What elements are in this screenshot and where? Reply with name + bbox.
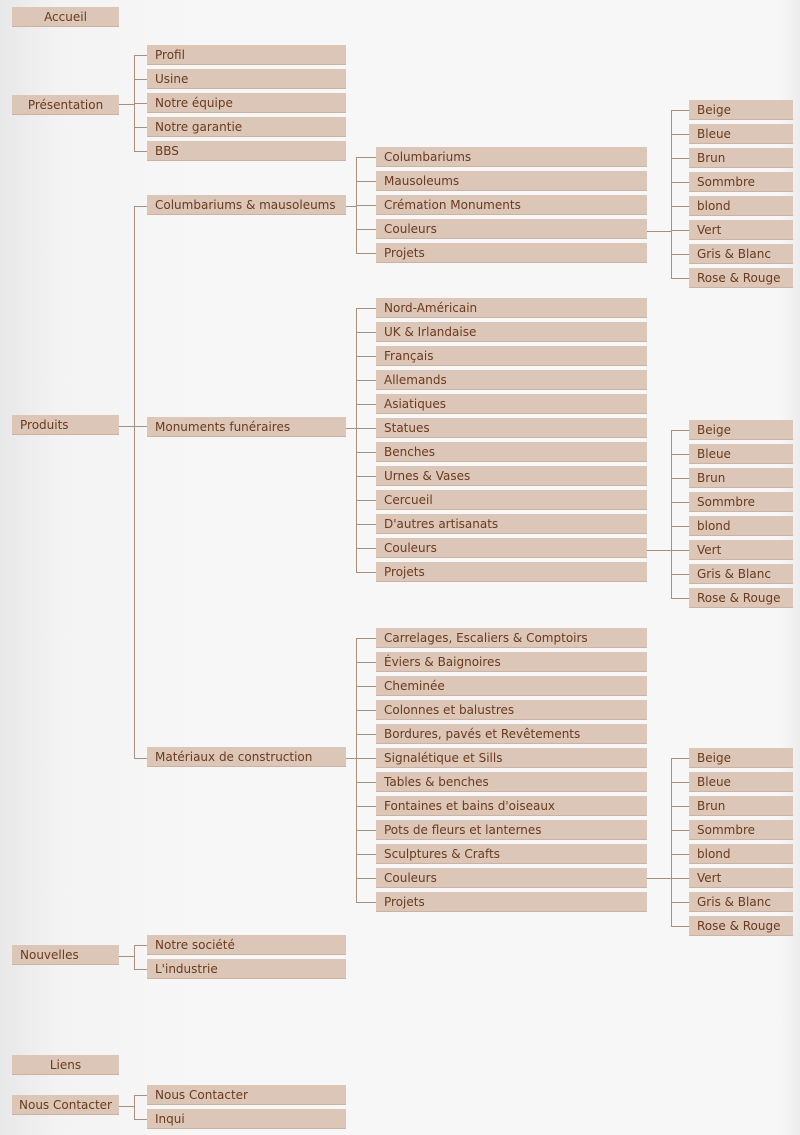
menu-cheminee[interactable]: Cheminée [376, 676, 647, 696]
connector [134, 1095, 135, 1119]
menu-color-gris-blanc[interactable]: Gris & Blanc [689, 244, 793, 264]
menu-color-beige[interactable]: Beige [689, 100, 793, 120]
connector [346, 206, 356, 207]
connector [671, 806, 689, 807]
connector [356, 806, 376, 807]
connector [671, 158, 689, 159]
connector [134, 969, 147, 970]
menu-notre-societe[interactable]: Notre société [147, 935, 346, 955]
connector [346, 428, 376, 429]
menu-signaletique-sills[interactable]: Signalétique et Sills [376, 748, 647, 768]
connector [119, 956, 134, 957]
menu-produits[interactable]: Produits [12, 415, 119, 435]
menu-profil[interactable]: Profil [147, 45, 346, 65]
connector [356, 500, 376, 501]
menu-color-beige[interactable]: Beige [689, 420, 793, 440]
menu-pots-lanternes[interactable]: Pots de fleurs et lanternes [376, 820, 647, 840]
menu-fontaines[interactable]: Fontaines et bains d'oiseaux [376, 796, 647, 816]
menu-color-gris-blanc[interactable]: Gris & Blanc [689, 892, 793, 912]
connector [356, 638, 376, 639]
connector [671, 110, 689, 111]
connector [356, 548, 376, 549]
menu-color-vert[interactable]: Vert [689, 868, 793, 888]
connector [647, 231, 671, 232]
connector [356, 229, 376, 230]
connector [356, 524, 376, 525]
connector [134, 55, 147, 56]
connector [356, 734, 376, 735]
connector [356, 476, 376, 477]
connector [119, 104, 134, 105]
menu-notre-garantie[interactable]: Notre garantie [147, 117, 346, 137]
menu-inqui[interactable]: Inqui [147, 1109, 346, 1129]
connector [346, 758, 376, 759]
menu-monuments-funeraires[interactable]: Monuments funéraires [147, 417, 346, 437]
connector [671, 182, 689, 183]
connector [671, 830, 689, 831]
connector [356, 662, 376, 663]
menu-allemands[interactable]: Allemands [376, 370, 647, 390]
menu-liens[interactable]: Liens [12, 1055, 119, 1075]
menu-couleurs[interactable]: Couleurs [376, 868, 647, 888]
connector [134, 1119, 147, 1120]
connector [134, 103, 147, 104]
menu-cercueil[interactable]: Cercueil [376, 490, 647, 510]
connector [356, 710, 376, 711]
menu-columbariums-mausoleums[interactable]: Columbariums & mausoleums [147, 195, 346, 215]
menu-columbariums[interactable]: Columbariums [376, 147, 647, 167]
menu-sculptures-crafts[interactable]: Sculptures & Crafts [376, 844, 647, 864]
connector [134, 1095, 147, 1096]
connector [134, 758, 147, 759]
connector [356, 308, 376, 309]
connector [671, 454, 689, 455]
menu-couleurs[interactable]: Couleurs [376, 219, 647, 239]
connector [356, 205, 376, 206]
connector [356, 157, 376, 158]
connector [134, 945, 135, 969]
connector [134, 206, 147, 207]
menu-nord-americain[interactable]: Nord-Américain [376, 298, 647, 318]
connector [671, 526, 689, 527]
connector [671, 134, 689, 135]
connector [134, 206, 135, 758]
connector [356, 902, 376, 903]
menu-color-rose-rouge[interactable]: Rose & Rouge [689, 916, 793, 936]
connector [671, 478, 689, 479]
menu-projets[interactable]: Projets [376, 562, 647, 582]
menu-color-beige[interactable]: Beige [689, 748, 793, 768]
menu-color-rose-rouge[interactable]: Rose & Rouge [689, 268, 793, 288]
menu-color-brun[interactable]: Brun [689, 796, 793, 816]
connector [647, 878, 671, 879]
menu-colonnes-balustres[interactable]: Colonnes et balustres [376, 700, 647, 720]
connector [671, 902, 689, 903]
connector [356, 380, 376, 381]
menu-mausoleums[interactable]: Mausoleums [376, 171, 647, 191]
menu-industrie[interactable]: L'industrie [147, 959, 346, 979]
connector [134, 79, 147, 80]
menu-color-sommbre[interactable]: Sommbre [689, 172, 793, 192]
connector [356, 572, 376, 573]
connector [356, 253, 376, 254]
menu-benches[interactable]: Benches [376, 442, 647, 462]
menu-statues[interactable]: Statues [376, 418, 647, 438]
connector [356, 878, 376, 879]
connector [356, 308, 357, 573]
connector [119, 1106, 134, 1107]
menu-usine[interactable]: Usine [147, 69, 346, 89]
menu-color-brun[interactable]: Brun [689, 148, 793, 168]
menu-color-rose-rouge[interactable]: Rose & Rouge [689, 588, 793, 608]
connector [671, 574, 689, 575]
connector [671, 926, 689, 927]
menu-color-bleue[interactable]: Bleue [689, 444, 793, 464]
menu-notre-equipe[interactable]: Notre équipe [147, 93, 346, 113]
connector [356, 181, 376, 182]
menu-uk-irlandaise[interactable]: UK & Irlandaise [376, 322, 647, 342]
connector [671, 782, 689, 783]
menu-color-blond[interactable]: blond [689, 844, 793, 864]
connector [671, 854, 689, 855]
menu-color-sommbre[interactable]: Sommbre [689, 492, 793, 512]
connector [134, 945, 147, 946]
connector [134, 127, 147, 128]
connector [356, 782, 376, 783]
menu-autres-artisanats[interactable]: D'autres artisanats [376, 514, 647, 534]
menu-urnes-vases[interactable]: Urnes & Vases [376, 466, 647, 486]
menu-bordures-paves[interactable]: Bordures, pavés et Revêtements [376, 724, 647, 744]
connector [356, 332, 376, 333]
connector [356, 638, 357, 903]
menu-asiatiques[interactable]: Asiatiques [376, 394, 647, 414]
connector [671, 758, 689, 759]
connector [671, 254, 689, 255]
connector [356, 830, 376, 831]
connector [671, 206, 689, 207]
menu-carrelages[interactable]: Carrelages, Escaliers & Comptoirs [376, 628, 647, 648]
menu-materiaux-construction[interactable]: Matériaux de construction [147, 747, 346, 767]
connector [356, 854, 376, 855]
menu-francais[interactable]: Français [376, 346, 647, 366]
menu-projets[interactable]: Projets [376, 243, 647, 263]
connector [671, 502, 689, 503]
connector [356, 686, 376, 687]
menu-color-blond[interactable]: blond [689, 196, 793, 216]
menu-color-brun[interactable]: Brun [689, 468, 793, 488]
connector [356, 452, 376, 453]
menu-couleurs[interactable]: Couleurs [376, 538, 647, 558]
menu-bbs[interactable]: BBS [147, 141, 346, 161]
connector [671, 598, 689, 599]
connector [671, 550, 689, 551]
connector [671, 430, 689, 431]
connector [356, 404, 376, 405]
menu-nouvelles[interactable]: Nouvelles [12, 945, 119, 965]
menu-color-vert[interactable]: Vert [689, 220, 793, 240]
menu-presentation[interactable]: Présentation [12, 95, 119, 115]
menu-contact-sub[interactable]: Nous Contacter [147, 1085, 346, 1105]
menu-color-sommbre[interactable]: Sommbre [689, 820, 793, 840]
menu-accueil[interactable]: Accueil [12, 7, 119, 27]
connector [356, 356, 376, 357]
connector [647, 550, 671, 551]
connector [671, 230, 689, 231]
connector [119, 426, 147, 427]
menu-color-vert[interactable]: Vert [689, 540, 793, 560]
connector [671, 278, 689, 279]
menu-cremation-monuments[interactable]: Crémation Monuments [376, 195, 647, 215]
connector [671, 878, 689, 879]
menu-nous-contacter[interactable]: Nous Contacter [12, 1095, 119, 1115]
menu-color-bleue[interactable]: Bleue [689, 124, 793, 144]
menu-tables-benches[interactable]: Tables & benches [376, 772, 647, 792]
menu-projets[interactable]: Projets [376, 892, 647, 912]
menu-color-blond[interactable]: blond [689, 516, 793, 536]
connector [134, 151, 147, 152]
menu-color-gris-blanc[interactable]: Gris & Blanc [689, 564, 793, 584]
menu-eviers-baignoires[interactable]: Éviers & Baignoires [376, 652, 647, 672]
menu-color-bleue[interactable]: Bleue [689, 772, 793, 792]
